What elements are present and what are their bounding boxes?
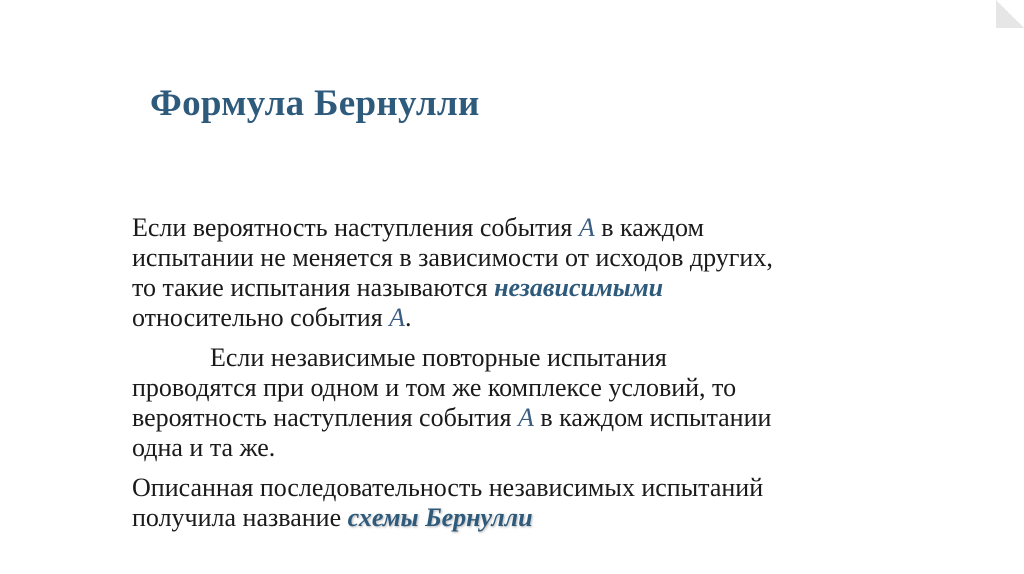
- event-variable: A: [578, 213, 595, 242]
- text-fragment: то такие испытания называются: [132, 273, 495, 302]
- text-line: Описанная последовательность независимых испытаний: [132, 473, 764, 502]
- text-line: Если независимые повторные испытания: [210, 343, 667, 372]
- paragraph-bernoulli-scheme: [132, 473, 892, 533]
- text-line: одна и та же.: [132, 433, 276, 462]
- text-fragment: относительно события: [132, 303, 390, 332]
- text-fragment: вероятность наступления события: [132, 403, 519, 432]
- slide-body: [132, 213, 892, 543]
- text-fragment: Если вероятность наступления события: [132, 213, 579, 242]
- event-variable: A: [389, 303, 406, 332]
- text-line: проводятся при одном и том же комплексе условий, то: [132, 373, 737, 402]
- text-line: испытании не меняется в зависимости от исходов других,: [132, 243, 773, 272]
- text-fragment: в каждом испытании: [533, 403, 772, 432]
- text-fragment: .: [405, 303, 412, 332]
- page-corner-fold: [996, 0, 1024, 28]
- event-variable: A: [518, 403, 534, 432]
- slide-title: Формула Бернулли: [150, 83, 480, 124]
- paragraph-conditions: [132, 343, 892, 463]
- text-fragment: получила название: [132, 503, 348, 532]
- term-independent: независимыми: [494, 273, 664, 302]
- text-fragment: в каждом: [594, 213, 704, 242]
- term-bernoulli-scheme: схемы Бернулли: [347, 503, 533, 532]
- paragraph-independence: [132, 213, 892, 333]
